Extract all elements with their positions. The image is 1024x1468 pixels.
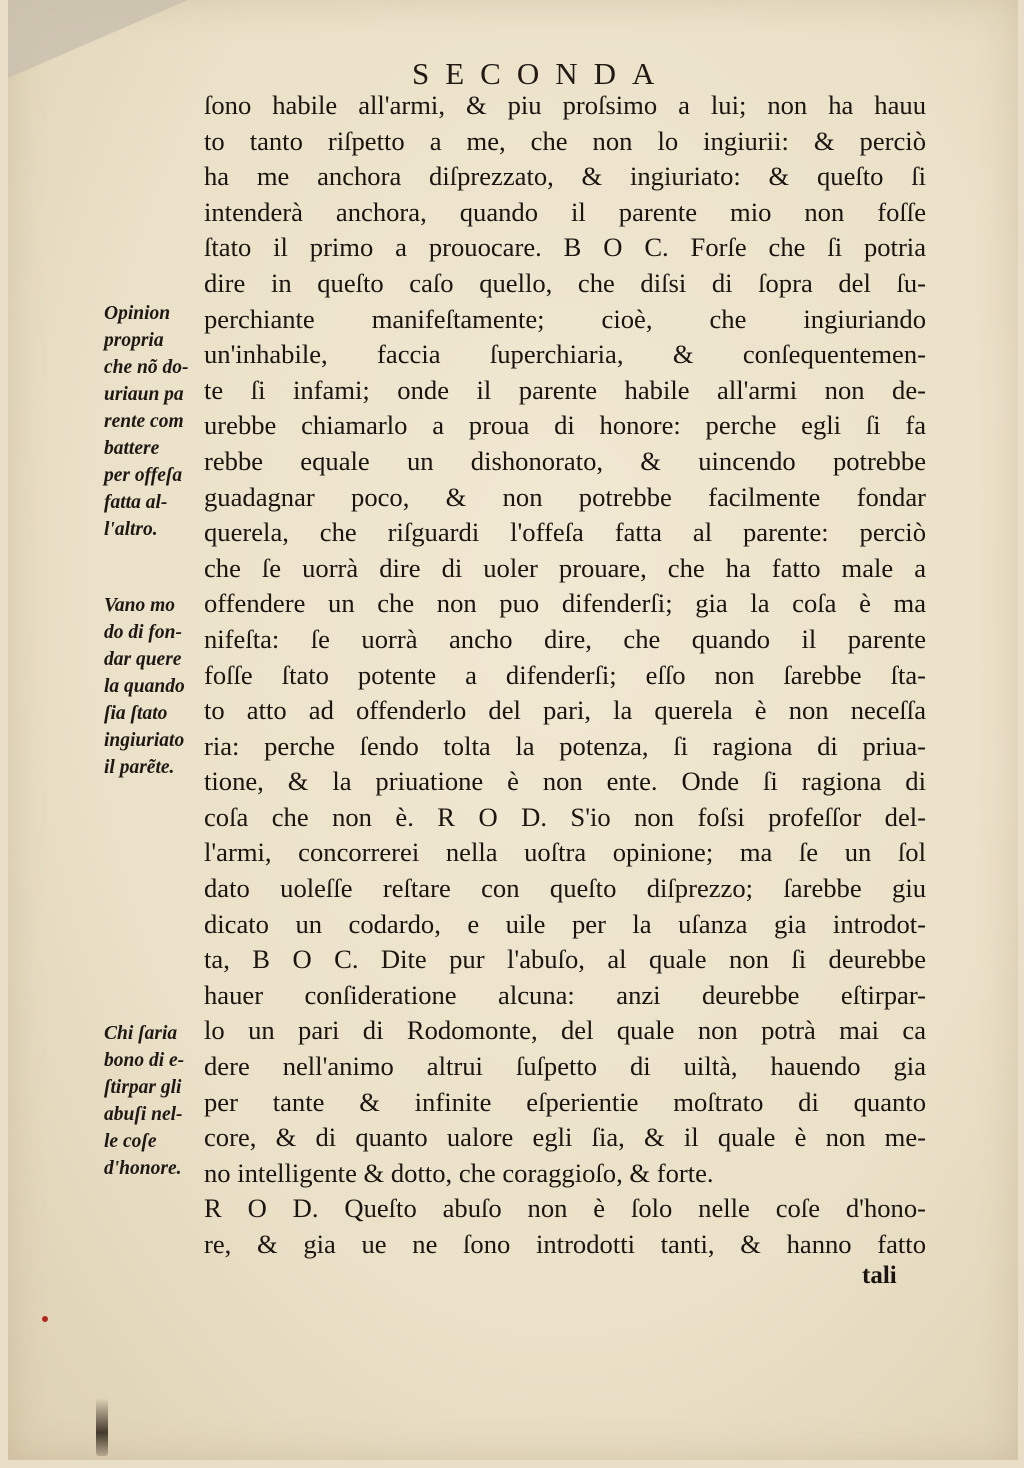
folded-corner (8, 0, 188, 78)
margin-note-line: abuſi nel- (104, 1104, 183, 1125)
margin-note-line: le coſe (104, 1131, 157, 1152)
margin-note-line: ſia ſtato (104, 703, 168, 724)
text-line: te ſi infami; onde il parente habile all'armi non de- (204, 374, 926, 405)
main-text (204, 88, 926, 1263)
margin-note-line: Vano mo (104, 595, 175, 616)
text-line: che ſe uorrà dire di uoler prouare, che ha fatto male a (204, 552, 926, 583)
text-line: hauer conſideratione alcuna: anzi deurebbe eſtirpar- (204, 979, 926, 1010)
text-line: to atto ad offenderlo del pari, la querela è non neceſſa (204, 695, 926, 726)
text-line: R O D. Queſto abuſo non è ſolo nelle coſe d'hono- (204, 1193, 926, 1224)
margin-note-line: fatta al- (104, 492, 168, 513)
margin-note-line: ingiuriato (104, 730, 185, 751)
text-line: urebbe chiamarlo a proua di honore: perche egli ſi fa (204, 410, 926, 441)
catchword: tali (862, 1262, 897, 1289)
margin-note-line: bono di e- (104, 1050, 185, 1071)
text-line: l'armi, concorrerei nella uoſtra opinione; ma ſe un ſol (204, 837, 926, 868)
text-line: dato uoleſſe reſtare con queſto diſprezzo; ſarebbe giu (204, 873, 926, 904)
text-line: ſtato il primo a prouocare. B O C. Forſe che ſi potria (204, 232, 926, 263)
text-line: un'inhabile, faccia ſuperchiaria, & conſequentemen- (204, 339, 926, 370)
text-line: ta, B O C. Dite pur l'abuſo, al quale non ſi deurebbe (204, 944, 926, 975)
text-line: ſono habile all'armi, & piu proſsimo a lui; non ha hauu (204, 90, 926, 120)
margin-note-vano (104, 592, 185, 781)
text-line: perchiante manifeſtamente; cioè, che ingiuriando (204, 303, 926, 334)
margin-note-opinion (104, 300, 189, 543)
margin-note-abusi (104, 1020, 184, 1182)
text-line: tione, & la priuatione è non ente. Onde ſi ragiona di (204, 766, 926, 797)
margin-note-line: ſtirpar gli (104, 1077, 182, 1098)
margin-note-line: battere (104, 438, 160, 459)
text-line: nifeſta: ſe uorrà ancho dire, che quando il parente (204, 623, 926, 654)
text-line: intenderà anchora, quando il parente mio non foſſe (204, 196, 926, 227)
text-line: re, & gia ue ne ſono introdotti tanti, & hanno fatto (204, 1229, 926, 1259)
text-line: coſa che non è. R O D. S'io non foſsi profeſſor del- (204, 801, 926, 832)
margin-note-line: Chi ſaria (104, 1023, 178, 1044)
text-line: dicato un codardo, e uile per la uſanza gia introdot- (204, 908, 926, 939)
text-line: rebbe equale un dishonorato, & uincendo potrebbe (204, 445, 926, 476)
margin-note-line: uriaun pa (104, 384, 184, 405)
margin-note-line: che nõ do- (104, 357, 189, 378)
margin-note-line: l'altro. (104, 519, 158, 540)
text-line: no intelligente & dotto, che coraggioſo, & forte. (204, 1157, 714, 1188)
binding-smudge (96, 1398, 108, 1456)
margin-note-line: rente com (104, 411, 184, 432)
margin-note-line: il parẽte. (104, 757, 175, 778)
text-line: lo un pari di Rodomonte, del quale non potrà mai ca (204, 1015, 926, 1046)
running-title: SECONDA (412, 56, 671, 91)
text-line: core, & di quanto ualore egli ſia, & il quale è non me- (204, 1122, 926, 1153)
text-line: to tanto riſpetto a me, che non lo ingiurii: & perciò (204, 125, 926, 156)
margin-note-line: dar quere (104, 649, 182, 670)
text-line: querela, che riſguardi l'offeſa fatta al parente: perciò (204, 517, 926, 548)
text-line: ria: perche ſendo tolta la potenza, ſi ragiona di priua- (204, 730, 926, 761)
margin-note-line: d'honore. (104, 1158, 182, 1179)
text-line: guadagnar poco, & non potrebbe facilmente fondar (204, 481, 926, 512)
margin-note-line: Opinion (104, 303, 171, 324)
text-line: dere nell'animo altrui ſuſpetto di uiltà, hauendo gia (204, 1051, 926, 1082)
text-line: offendere un che non puo difenderſi; gia la coſa è ma (204, 588, 926, 619)
margin-note-line: propria (104, 330, 164, 351)
margin-note-line: la quando (104, 676, 185, 697)
text-line: foſſe ſtato potente a difenderſi; eſſo non ſarebbe ſta- (204, 659, 926, 690)
text-line: dire in queſto caſo quello, che diſsi di ſopra del ſu- (204, 267, 926, 298)
text-line: per tante & infinite eſperientie moſtrato di quanto (204, 1086, 926, 1117)
ink-spot (42, 1316, 48, 1322)
text-line: ha me anchora diſprezzato, & ingiuriato: & queſto ſi (204, 161, 926, 192)
margin-note-line: per offeſa (104, 465, 183, 486)
margin-note-line: do di fon- (104, 622, 182, 643)
